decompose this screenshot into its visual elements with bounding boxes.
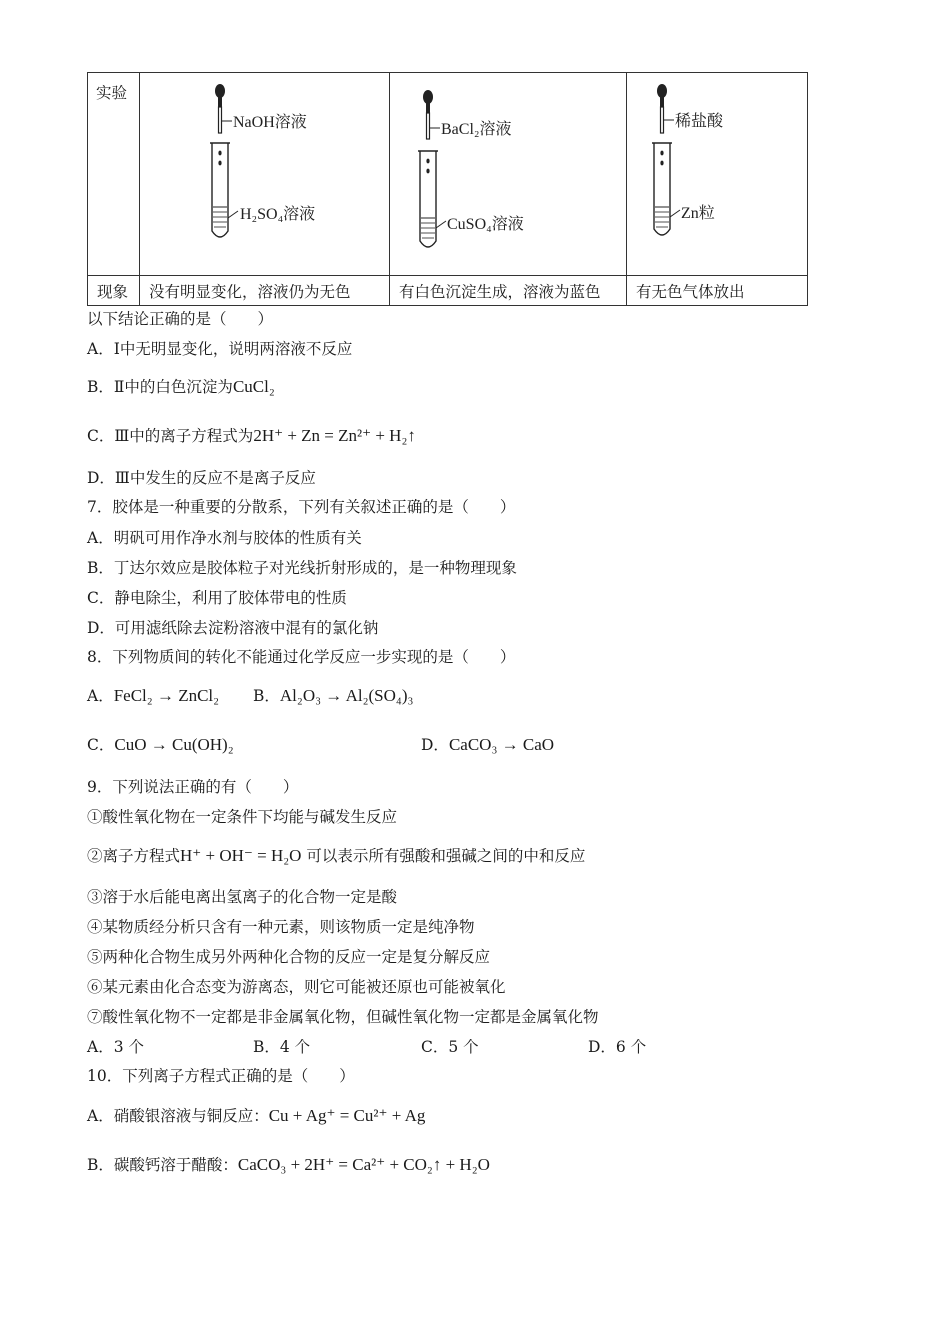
q8-option-d-formula: CaCO₃ → CaO <box>448 735 555 754</box>
q10-stem: 10．下列离子方程式正确的是（ ） <box>87 1067 355 1085</box>
dropper-1-label: NaOH溶液 <box>233 114 307 131</box>
dropper-2-icon <box>423 90 440 139</box>
q7-option-c: C．静电除尘，利用了胶体带电的性质 <box>87 589 347 607</box>
q8-stem: 8．下列物质间的转化不能通过化学反应一步实现的是（ ） <box>87 648 516 666</box>
q6-option-c-formula: 2H⁺ + Zn = Zn²⁺ + H₂↑ <box>253 426 416 445</box>
q9-statement-3: ③溶于水后能电离出氢离子的化合物一定是酸 <box>87 888 398 906</box>
test-tube-diagram-1 <box>140 73 389 271</box>
row-label-experiment: 实验 <box>88 73 140 276</box>
tube-1-icon <box>210 143 238 237</box>
q6-option-b-formula: CuCl₂ <box>232 377 275 396</box>
q8-option-a-label: A． <box>87 687 114 705</box>
experiment-table <box>87 72 808 306</box>
phenomenon-1: 没有明显变化，溶液仍为无色 <box>140 276 390 306</box>
test-tube-diagram-2 <box>390 73 626 271</box>
dropper-2-label: BaCl₂溶液 <box>441 121 512 138</box>
tube-3-icon <box>652 143 680 235</box>
q10-option-a-text: A．硝酸银溶液与铜反应： <box>87 1107 269 1125</box>
row-label-phenomenon: 现象 <box>88 276 140 306</box>
q7-option-d: D．可用滤纸除去淀粉溶液中混有的氯化钠 <box>87 619 379 637</box>
q8-option-b-label: B． <box>253 687 280 705</box>
experiment-1-cell <box>140 73 390 276</box>
q7-option-b: B．丁达尔效应是胶体粒子对光线折射形成的，是一种物理现象 <box>87 559 517 577</box>
q10-option-b-text: B．碳酸钙溶于醋酸： <box>87 1156 238 1174</box>
dropper-1-icon <box>215 84 232 133</box>
q9-stem: 9．下列说法正确的有（ ） <box>87 778 299 796</box>
q8-option-a <box>87 686 219 706</box>
q8-option-c <box>87 735 234 755</box>
q6-option-b-text: B．Ⅱ中的白色沉淀为 <box>87 378 233 396</box>
q9-statement-7: ⑦酸性氧化物不一定都是非金属氧化物，但碱性氧化物一定都是金属氧化物 <box>87 1008 599 1026</box>
q6-option-a: A．Ⅰ中无明显变化，说明两溶液不反应 <box>87 340 353 358</box>
q7-option-a: A．明矾可用作净水剂与胶体的性质有关 <box>87 529 362 547</box>
q8-option-b <box>253 686 413 706</box>
q8-option-a-formula: FeCl₂ → ZnCl₂ <box>113 686 220 705</box>
q9-statement-1: ①酸性氧化物在一定条件下均能与碱发生反应 <box>87 808 398 826</box>
q7-stem: 7．胶体是一种重要的分散系，下列有关叙述正确的是（ ） <box>87 498 516 516</box>
q10-option-a-formula: Cu + Ag⁺ = Cu²⁺ + Ag <box>268 1106 426 1125</box>
q10-option-a <box>87 1106 425 1126</box>
tube-3-label: Zn粒 <box>681 205 715 222</box>
q9-statement-4: ④某物质经分析只含有一种元素，则该物质一定是纯净物 <box>87 918 475 936</box>
tube-2-label: CuSO₄溶液 <box>447 216 524 233</box>
tube-1-label: H₂SO₄溶液 <box>240 206 316 223</box>
q9-statement-6: ⑥某元素由化合态变为游离态，则它可能被还原也可能被氧化 <box>87 978 506 996</box>
q9-option-a: A．3 个 <box>87 1038 144 1056</box>
dropper-3-icon <box>657 84 674 133</box>
q6-option-c <box>87 426 416 446</box>
phenomenon-3: 有无色气体放出 <box>627 276 808 306</box>
q8-option-b-formula: Al₂O₃ → Al₂(SO₄)₃ <box>279 686 414 705</box>
q6-option-c-text: C．Ⅲ中的离子方程式为 <box>87 427 254 445</box>
q9-statement-5: ⑤两种化合物生成另外两种化合物的反应一定是复分解反应 <box>87 948 491 966</box>
q8-option-c-label: C． <box>87 736 115 754</box>
q9-option-d: D．6 个 <box>588 1038 647 1056</box>
q9-statement-2 <box>87 846 585 866</box>
q9-option-b: B．4 个 <box>253 1038 311 1056</box>
q9-option-c: C．5 个 <box>421 1038 479 1056</box>
q9-statement-2-pre: ②离子方程式 <box>87 847 181 865</box>
q6-option-b <box>87 377 275 397</box>
experiment-3-cell <box>627 73 808 276</box>
q8-option-d <box>421 735 554 755</box>
phenomenon-2: 有白色沉淀生成，溶液为蓝色 <box>390 276 627 306</box>
q8-option-d-label: D． <box>421 736 449 754</box>
q6-option-d: D．Ⅲ中发生的反应不是离子反应 <box>87 469 316 487</box>
q8-option-c-formula: CuO → Cu(OH)₂ <box>114 735 234 754</box>
test-tube-diagram-3 <box>627 73 807 271</box>
q10-option-b <box>87 1155 490 1175</box>
tube-2-icon <box>418 151 446 247</box>
q9-statement-2-post: 可以表示所有强酸和强碱之间的中和反应 <box>306 847 586 865</box>
q10-option-b-formula: CaCO₃ + 2H⁺ = Ca²⁺ + CO₂↑ + H₂O <box>237 1155 490 1174</box>
dropper-3-label: 稀盐酸 <box>675 113 724 130</box>
q9-statement-2-formula: H⁺ + OH⁻ = H₂O <box>180 846 302 865</box>
q6-stem: 以下结论正确的是（ ） <box>87 310 274 328</box>
experiment-2-cell <box>390 73 627 276</box>
